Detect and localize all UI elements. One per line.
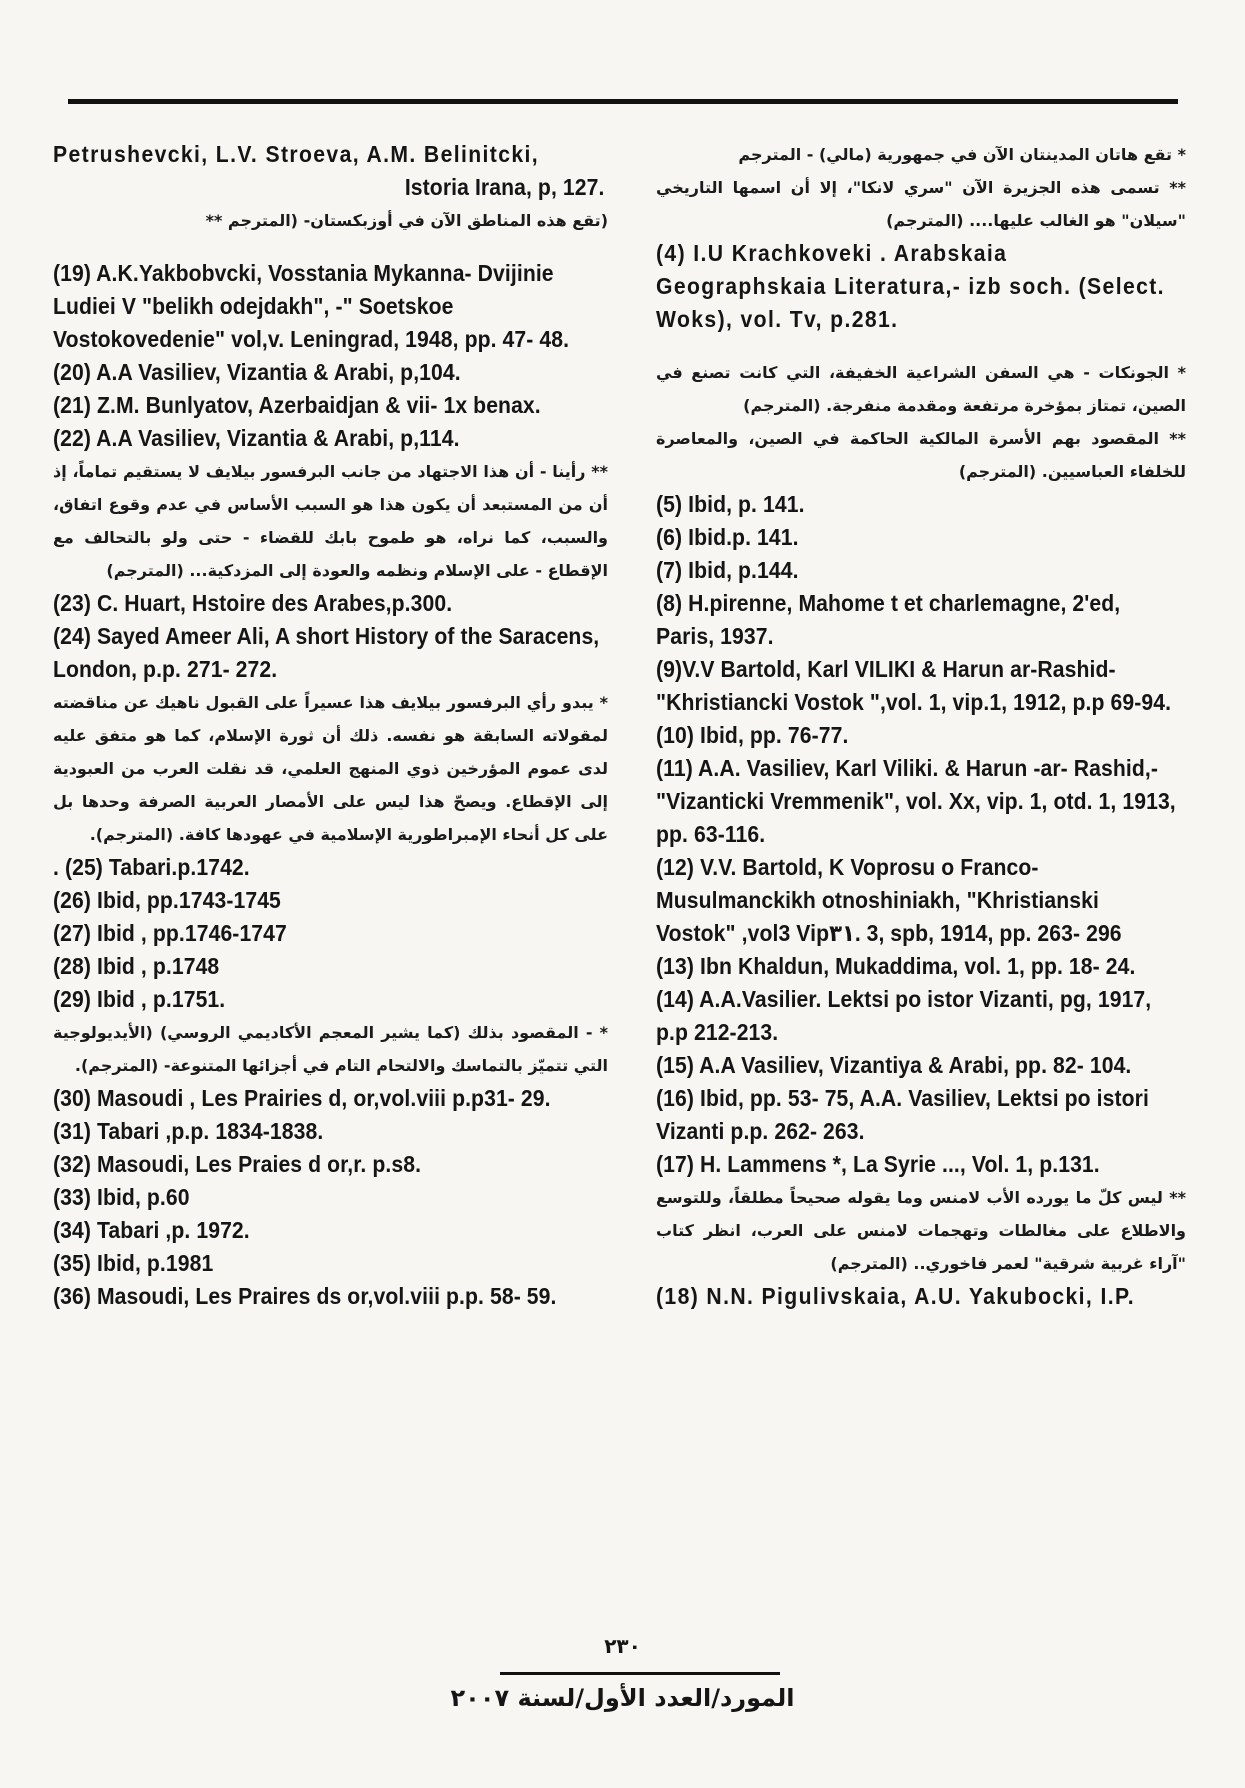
translator-note: ** رأينا - أن هذا الاجتهاد من جانب البرفسور بيلايف لا يستقيم تماماً، إذ أن من المستبعد أن يكون هذا هو السبب الأساس في عدم وقوع اتفاق، والسبب، كما نراه، هو طموح بابك للقضاء - حتى ولو بالتحالف مع الإقطاع - على الإسلام ونظمه والعودة إلى المزدكية... (المترجم) xyxy=(53,462,608,580)
reference-entry: (18) N.N. Pigulivskaia, A.U. Yakubocki, I.P. xyxy=(656,1283,1136,1309)
left-column xyxy=(53,138,608,1568)
reference-entry: (33) Ibid, p.60 xyxy=(53,1184,190,1210)
reference-entry: (27) Ibid , pp.1746-1747 xyxy=(53,920,287,946)
right-column xyxy=(656,138,1186,1568)
reference-entry: (8) H.pirenne, Mahome t et charlemagne, 2'ed, Paris, 1937. xyxy=(656,590,1121,649)
reference-entry: (23) C. Huart, Hstoire des Arabes,p.300. xyxy=(53,590,453,616)
reference-entry: (16) Ibid, pp. 53- 75, A.A. Vasiliev, Lektsi po istori Vizanti p.p. 262- 263. xyxy=(656,1085,1149,1144)
reference-entry: (20) A.A Vasiliev, Vizantia & Arabi, p,104. xyxy=(53,359,461,385)
reference-entry: (17) H. Lammens *, La Syrie ..., Vol. 1, p.131. xyxy=(656,1151,1100,1177)
translator-note: ** تسمى هذه الجزيرة الآن "سري لانكا"، إلا أن اسمها التاريخي "سيلان" هو الغالب عليها.... (المترجم) xyxy=(656,178,1186,230)
translator-note: * تقع هاتان المدينتان الآن في جمهورية (مالي) - المترجم xyxy=(738,145,1186,164)
reference-entry: (26) Ibid, pp.1743-1745 xyxy=(53,887,281,913)
reference-entry: (22) A.A Vasiliev, Vizantia & Arabi, p,114. xyxy=(53,425,460,451)
reference-entry: (19) A.K.Yakbobvcki, Vosstania Mykanna- Dvijinie Ludiei V "belikh odejdakh", -" Soetskoe Vostokovedenie" vol,v. Leningrad, 1948, pp. 47- 48. xyxy=(53,260,570,352)
reference-entry: (7) Ibid, p.144. xyxy=(656,557,799,583)
reference-entry: (15) A.A Vasiliev, Vizantiya & Arabi, pp. 82- 104. xyxy=(656,1052,1132,1078)
reference-entry: (32) Masoudi, Les Praies d or,r. p.s8. xyxy=(53,1151,422,1177)
reference-entry: (9)V.V Bartold, Karl VILIKI & Harun ar-Rashid- "Khristiancki Vostok ",vol. 1, vip.1, 1912, p.p 69-94. xyxy=(656,656,1172,715)
spacer xyxy=(53,237,608,257)
translator-note: * - المقصود بذلك (كما يشير المعجم الأكاديمي الروسي) (الأيديولوجية التي تتميّز بالتماسك والالتحام التام في أجزائها المتنوعة- (المترجم). xyxy=(53,1023,608,1075)
reference-entry: . (25) Tabari.p.1742. xyxy=(53,854,250,880)
translator-note: ** ليس كلّ ما يورده الأب لامنس وما يقوله صحيحاً مطلقاً، وللتوسع والاطلاع على مغالطات وتهجمات لامنس على العرب، انظر كتاب "آراء غربية شرقية" لعمر فاخوري.. (المترجم) xyxy=(656,1188,1186,1273)
page-number: ٢٣٠ xyxy=(604,1634,641,1658)
top-rule xyxy=(68,99,1178,104)
reference-entry: (31) Tabari ,p.p. 1834-1838. xyxy=(53,1118,324,1144)
reference-entry: (24) Sayed Ameer Ali, A short History of the Saracens, London, p.p. 271- 272. xyxy=(53,623,600,682)
reference-entry: (5) Ibid, p. 141. xyxy=(656,491,805,517)
reference-entry: (35) Ibid, p.1981 xyxy=(53,1250,214,1276)
reference-entry: Petrushevcki, L.V. Stroeva, A.M. Belinitcki, xyxy=(53,141,540,167)
translator-note: ** المقصود بهم الأسرة المالكية الحاكمة في الصين، والمعاصرة للخلفاء العباسيين. (المترجم) xyxy=(656,429,1186,481)
reference-entry: Istoria Irana, p, 127. xyxy=(404,174,605,200)
reference-entry: (21) Z.M. Bunlyatov, Azerbaidjan & vii- 1x benax. xyxy=(53,392,541,418)
reference-entry: (30) Masoudi , Les Prairies d, or,vol.viii p.p31- 29. xyxy=(53,1085,551,1111)
translator-note: (تقع هذه المناطق الآن في أوزبكستان- (المترجم ** xyxy=(205,211,608,230)
journal-footer: المورد/العدد الأول/لسنة ٢٠٠٧ xyxy=(450,1684,795,1712)
reference-entry: (29) Ibid , p.1751. xyxy=(53,986,226,1012)
reference-entry: (14) A.A.Vasilier. Lektsi po istor Vizanti, pg, 1917, p.p 212-213. xyxy=(656,986,1152,1045)
reference-entry: (12) V.V. Bartold, K Voprosu o Franco- Musulmanckikh otnoshiniakh, "Khristianski Vostok" ,vol3 Vip٣١. 3, spb, 1914, pp. 263- 296 xyxy=(656,854,1122,946)
reference-entry: (11) A.A. Vasiliev, Karl Viliki. & Harun -ar- Rashid,- "Vizanticki Vremmenik", vol. Xx, vip. 1, otd. 1, 1913, pp. 63-116. xyxy=(656,755,1176,847)
reference-entry: (4) I.U Krachkoveki . Arabskaia Geographskaia Literatura,- izb soch. (Select. Woks), vol. Tv, p.281. xyxy=(656,240,1165,332)
reference-entry: (10) Ibid, pp. 76-77. xyxy=(656,722,849,748)
spacer xyxy=(656,336,1186,356)
translator-note: * الجونكات - هي السفن الشراعية الخفيفة، التي كانت تصنع في الصين، تمتاز بمؤخرة مرتفعة ومقدمة منفرجة. (المترجم) xyxy=(656,363,1186,415)
reference-entry: (36) Masoudi, Les Praires ds or,vol.viii p.p. 58- 59. xyxy=(53,1283,557,1309)
reference-entry: (34) Tabari ,p. 1972. xyxy=(53,1217,250,1243)
reference-entry: (13) Ibn Khaldun, Mukaddima, vol. 1, pp. 18- 24. xyxy=(656,953,1136,979)
footer-rule xyxy=(500,1672,780,1675)
reference-entry: (28) Ibid , p.1748 xyxy=(53,953,220,979)
reference-entry: (6) Ibid.p. 141. xyxy=(656,524,799,550)
translator-note: * يبدو رأي البرفسور بيلايف هذا عسيراً على القبول ناهيك عن مناقضته لمقولاته السابقة هو نفسه. ذلك أن ثورة الإسلام، كما هو متفق عليه لدى عموم المؤرخين ذوي المنهج العلمي، قد نقلت العرب من العبودية إلى الإقطاع. ويصحّ هذا ليس على الأمصار العربية الصرفة وحدها بل على كل أنحاء الإمبراطورية الإسلامية في عهودها كافة. (المترجم). xyxy=(53,693,608,844)
